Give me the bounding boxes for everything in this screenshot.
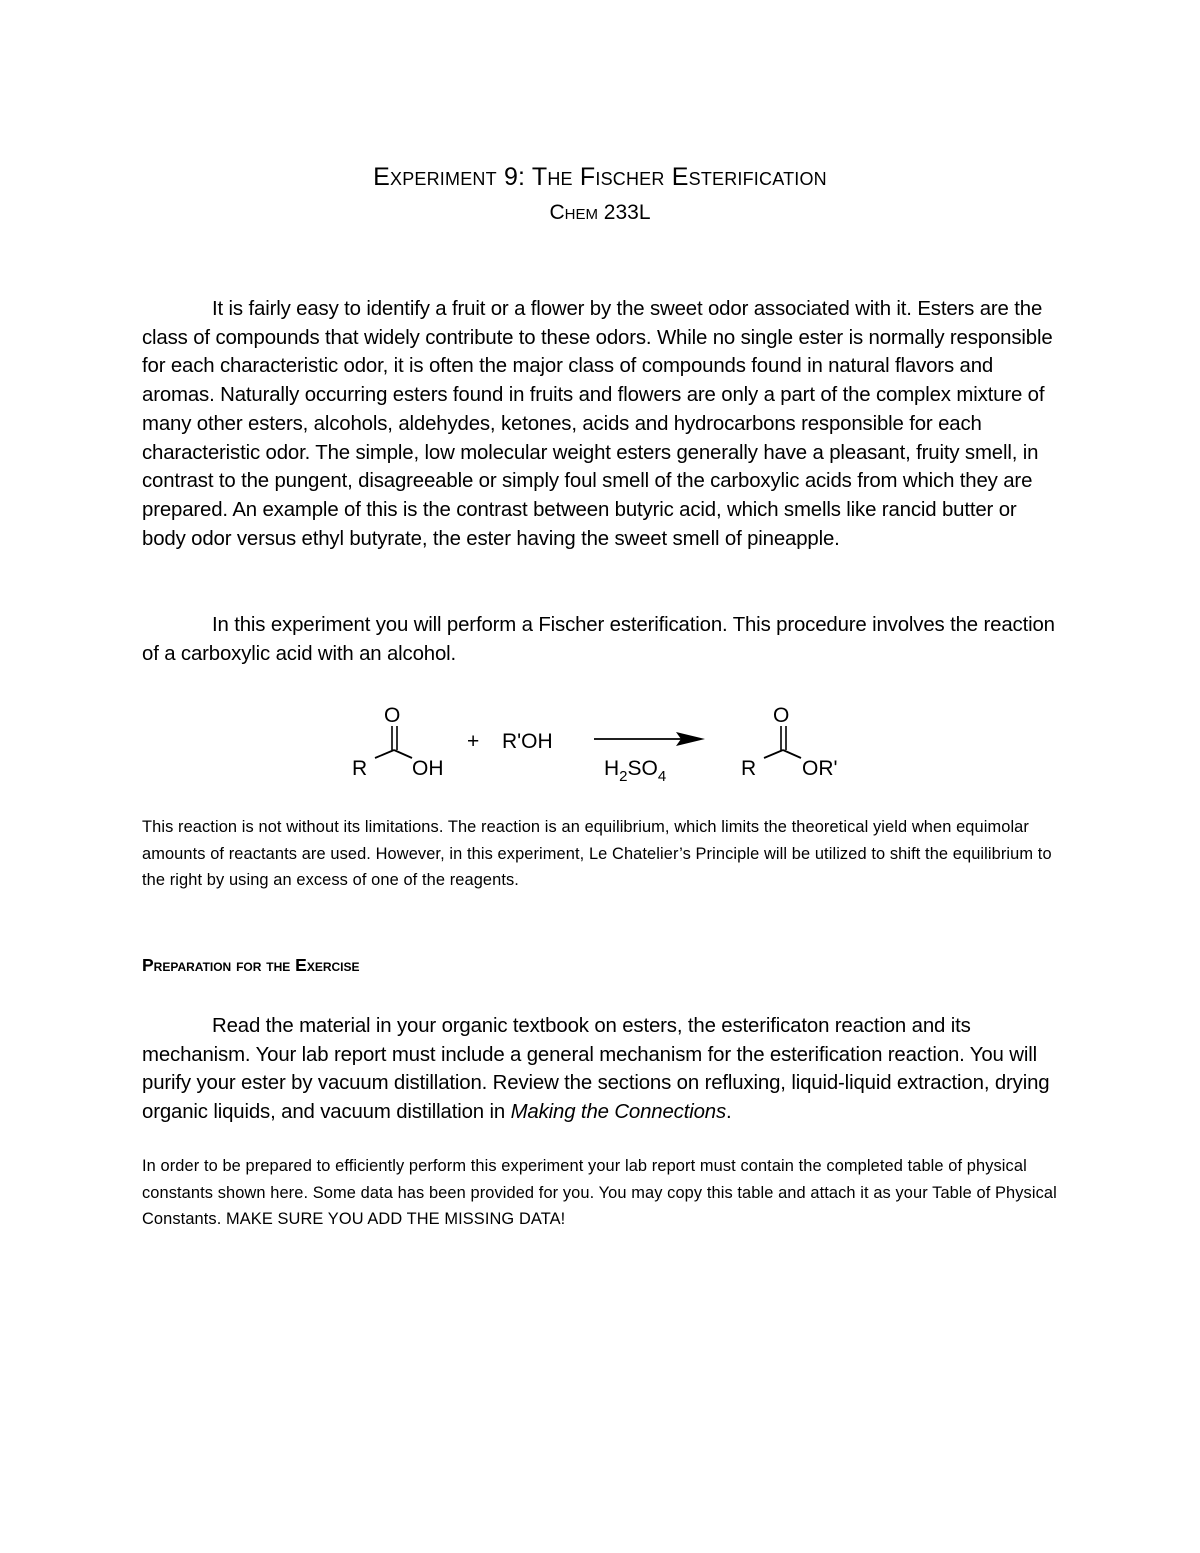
acid-r-group: R [352, 757, 368, 780]
section-heading-preparation: Preparation for the Exercise [142, 955, 360, 975]
acid-carbonyl-oxygen: O [384, 704, 401, 727]
course-code: Chem 233L [549, 201, 651, 224]
reaction-arrow [594, 732, 705, 746]
acid-hydroxyl: OH [412, 757, 444, 780]
page-title: Experiment 9: The Fischer Esterification [373, 163, 827, 191]
carboxylic-acid-structure [352, 704, 444, 780]
textbook-title: Making the Connections [510, 1101, 727, 1124]
acid-bond-r [375, 750, 394, 758]
catalyst-label: $H_2SO_4$ [604, 757, 667, 785]
alcohol-reagent: R'OH [502, 730, 553, 753]
ester-bond-r [764, 750, 783, 758]
ester-bond-or [783, 750, 801, 758]
acid-bond-oh [394, 750, 412, 758]
intro-paragraph-2: In this experiment you will perform a Fischer esterification. This procedure involves the reaction of a carboxylic acid with an alcohol. [142, 614, 1055, 665]
ester-structure [741, 704, 838, 780]
plus-sign: + [467, 730, 480, 753]
ester-r-group: R [741, 757, 757, 780]
preparation-paragraph-2: In order to be prepared to efficiently perform this experiment your lab report must contain the completed table of physical constants shown here. Some data has been provided for you. You may copy this table and attach it as your Table of Physical Constants. MAKE SURE YOU ADD THE MISSING DATA! [142, 1157, 1057, 1229]
limitations-paragraph: This reaction is not without its limitations. The reaction is an equilibrium, which limits the theoretical yield when equimolar amounts of reactants are used. However, in this experiment, Le Chatelier’s Principle will be utilized to shift the equilibrium to the right by using an excess of one of the reagents. [142, 818, 1052, 890]
ester-alkoxy-group: OR' [802, 757, 838, 780]
intro-paragraph-1: It is fairly easy to identify a fruit or a flower by the sweet odor associated with it. Esters are the class of compounds that widely contribute to these odors. While no single ester is normally responsible for each characteristic odor, it is often the major class of compounds found in natural flavors and aromas. Naturally occurring esters found in fruits and flowers are only a part of the complex mixture of many other esters, alcohols, aldehydes, ketones, acids and hydrocarbons responsible for each characteristic odor. The simple, low molecular weight esters generally have a pleasant, fruity smell, in contrast to the pungent, disagreeable or simply foul smell of the carboxylic acids from which they are prepared. An example of this is the contrast between butyric acid, which smells like rancid butter or body odor versus ethyl butyrate, the ester having the sweet smell of pineapple. [142, 298, 1053, 550]
ester-carbonyl-oxygen: O [773, 704, 790, 727]
preparation-paragraph-1: Read the material in your organic textbook on esters, the esterificaton reaction and its mechanism. Your lab report must include a general mechanism for the esterification reaction. You will purify your ester by vacuum distillation. Review the sections on refluxing, liquid-liquid extraction, drying organic liquids, and vacuum distillation in Making the Connections. [142, 1015, 1050, 1124]
